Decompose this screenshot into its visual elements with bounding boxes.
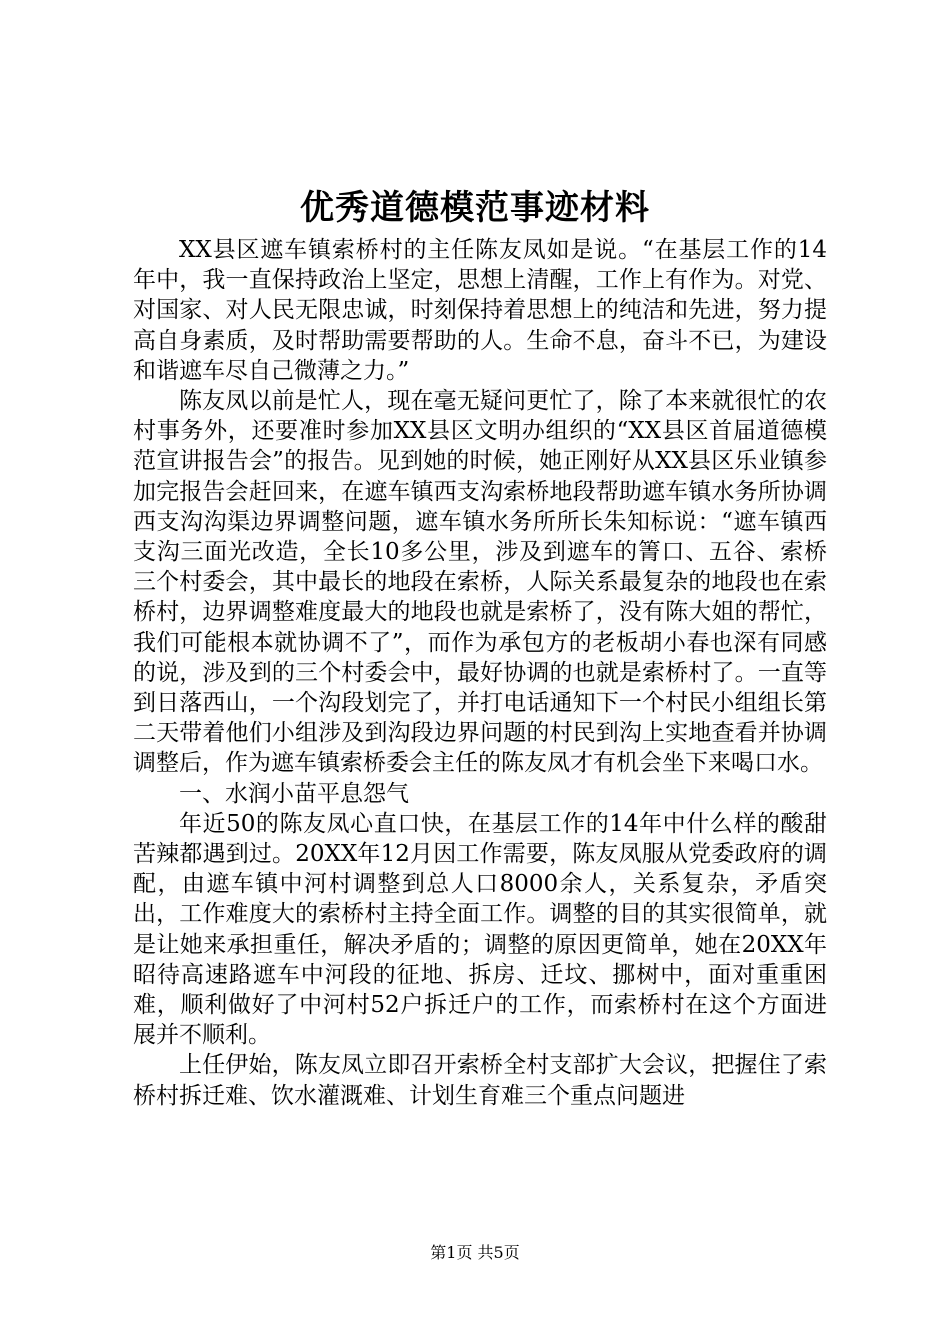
document-title: 优秀道德模范事迹材料 — [300, 188, 650, 228]
paragraph: 陈友凤以前是忙人，现在毫无疑问更忙了，除了本来就很忙的农村事务外，还要准时参加XX县区文明办组织的“XX县区首届道德模范宣讲报告会”的报告。见到她的时候，她正刚好从XX县区乐业镇参加完报告会赶回来，在遮车镇西支沟索桥地段帮助遮车镇水务所协调西支沟沟渠边界调整问题，遮车镇水务所所长朱知标说：“遮车镇西支沟三面光改造，全长10多公里，涉及到遮车的箐口、五谷、索桥三个村委会，其中最长的地段在索桥，人际关系最复杂的地段也在索桥村，边界调整难度最大的地段也就是索桥了，没有陈大姐的帮忙，我们可能根本就协调不了”，而作为承包方的老板胡小春也深有同感的说，涉及到的三个村委会中，最好协调的也就是索桥村了。一直等到日落西山，一个沟段划完了，并打电话通知下一个村民小组组长第二天带着他们小组涉及到沟段边界问题的村民到沟上实地查看并协调调整后，作为遮车镇索桥委会主任的陈友凤才有机会坐下来喝口水。 — [133, 388, 827, 777]
paragraph: 上任伊始，陈友凤立即召开索桥全村支部扩大会议，把握住了索桥村拆迁难、饮水灌溉难、计划生育难三个重点问题进 — [133, 1052, 827, 1109]
page-number-footer: 第1页 共5页 — [430, 1243, 520, 1262]
document-body — [133, 235, 827, 1111]
paragraph: XX县区遮车镇索桥村的主任陈友凤如是说。“在基层工作的14年中，我一直保持政治上坚定，思想上清醒，工作上有作为。对党、对国家、对人民无限忠诚，时刻保持着思想上的纯洁和先进，努力提高自身素质，及时帮助需要帮助的人。生命不息，奋斗不已，为建设和谐遮车尽自己微薄之力。” — [133, 237, 827, 384]
section-heading: 一、水润小苗平息怨气 — [179, 780, 409, 807]
paragraph: 年近50的陈友凤心直口快，在基层工作的14年中什么样的酸甜苦辣都遇到过。20XX年12月因工作需要，陈友凤服从党委政府的调配，由遮车镇中河村调整到总人口8000余人，关系复杂，矛盾突出，工作难度大的索桥村主持全面工作。调整的目的其实很简单，就是让她来承担重任，解决矛盾的；调整的原因更简单，她在20XX年昭待高速路遮车中河段的征地、拆房、迁坟、挪树中，面对重重困难，顺利做好了中河村52户拆迁户的工作，而索桥村在这个方面进展并不顺利。 — [133, 810, 827, 1049]
